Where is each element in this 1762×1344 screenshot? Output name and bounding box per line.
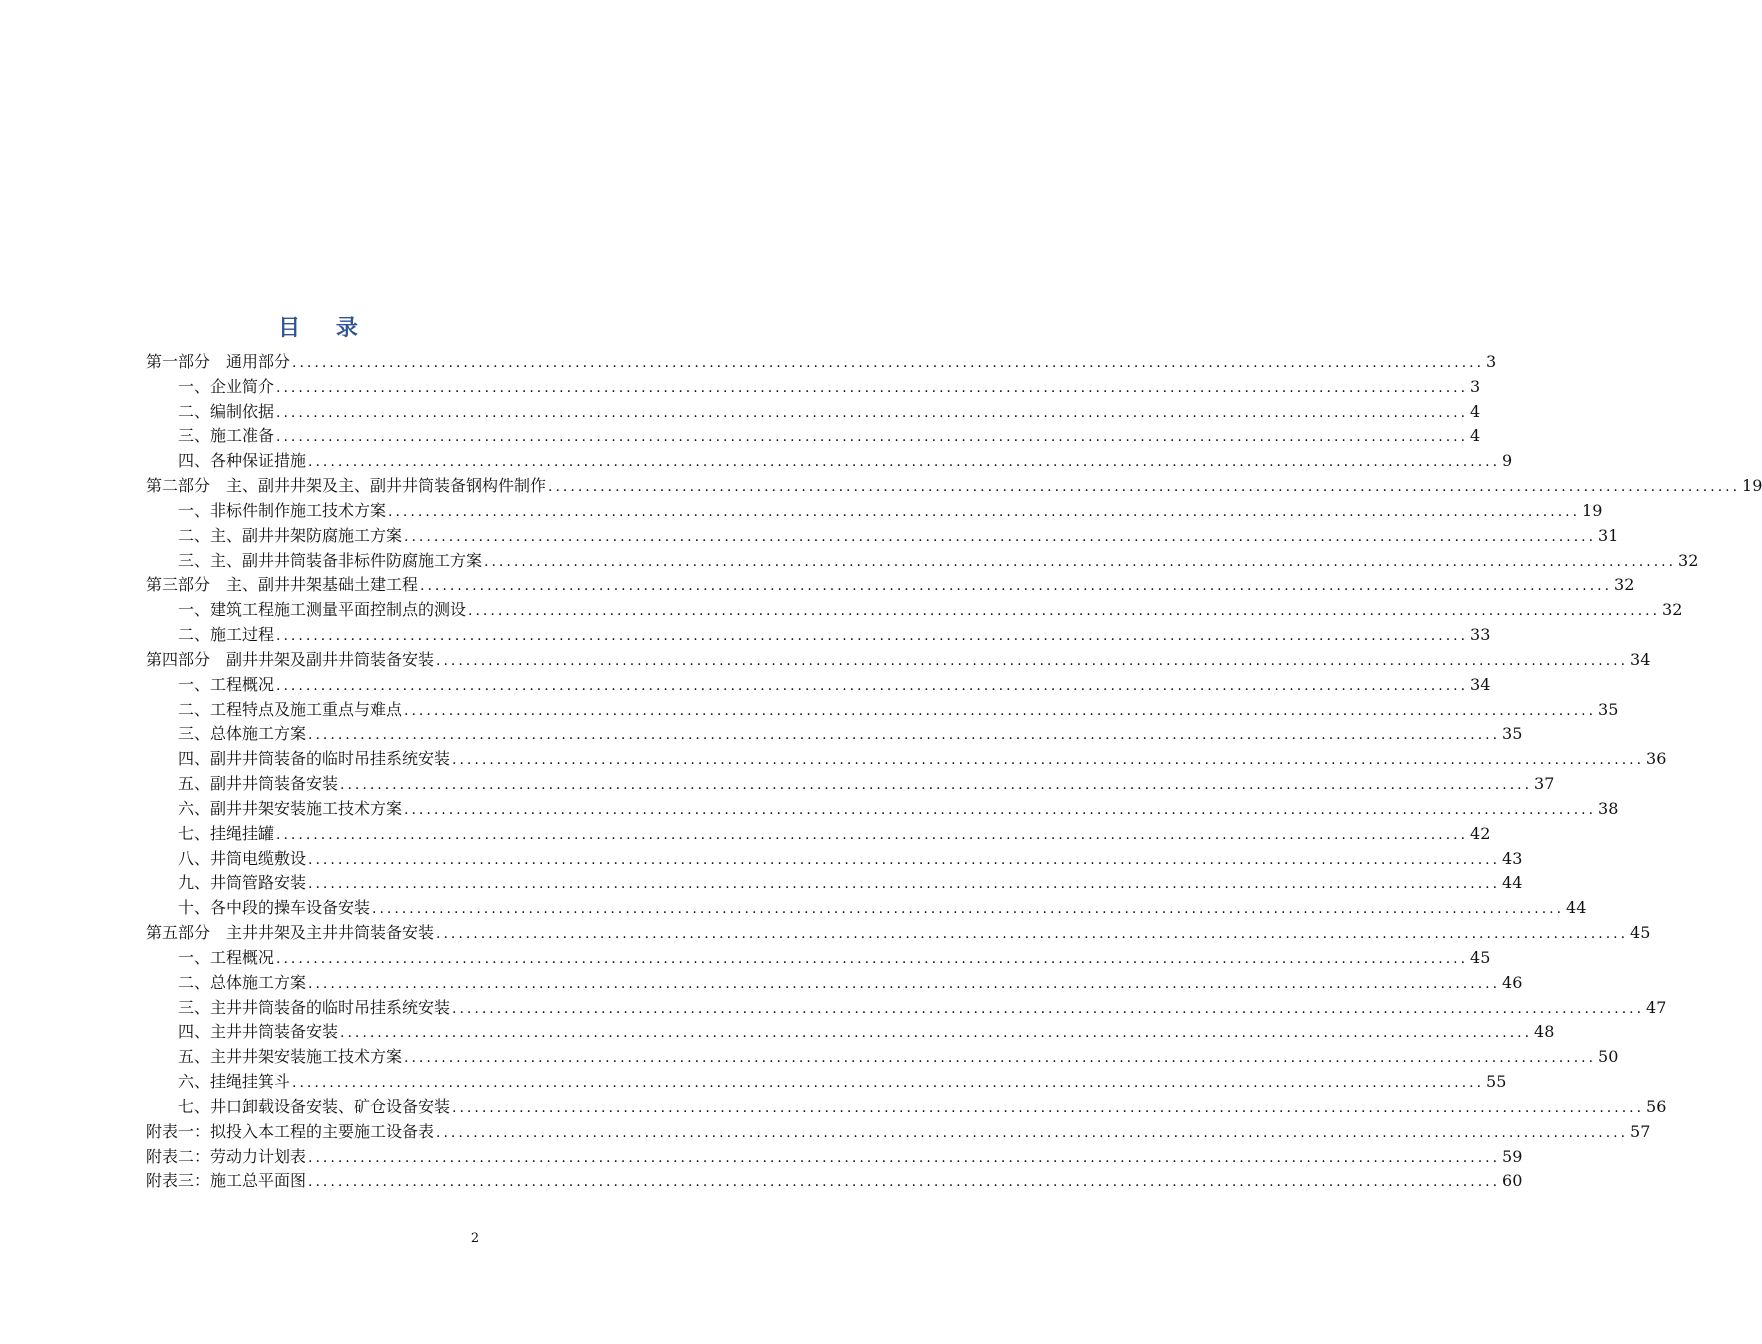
- toc-dot-leader: ................................................................................................................................................................: [276, 950, 1469, 967]
- toc-entry-label: 八、井筒电缆敷设: [178, 848, 307, 868]
- toc-entry[interactable]: [146, 946, 1491, 971]
- toc-entry[interactable]: [146, 1145, 1523, 1170]
- toc-dot-leader: ................................................................................................................................................................: [548, 479, 1741, 496]
- toc-entry[interactable]: [146, 375, 1481, 400]
- toc-entry-label: 七、井口卸载设备安装、矿仓设备安装: [178, 1096, 451, 1116]
- toc-dot-leader: ................................................................................................................................................................: [340, 777, 1533, 794]
- toc-dot-leader: ................................................................................................................................................................: [388, 503, 1581, 520]
- toc-dot-leader: ................................................................................................................................................................: [308, 975, 1501, 992]
- toc-dot-leader: ................................................................................................................................................................: [452, 1099, 1645, 1116]
- toc-entry[interactable]: [146, 822, 1491, 847]
- toc-dot-leader: ................................................................................................................................................................: [468, 603, 1661, 620]
- toc-entry-label: 附表三：施工总平面图: [146, 1171, 307, 1191]
- toc-entry-page: 55: [1486, 1072, 1507, 1092]
- toc-dot-leader: ................................................................................................................................................................: [308, 851, 1501, 868]
- toc-entry[interactable]: [146, 623, 1491, 648]
- toc-entry-label: 第五部分 主井井架及主井井筒装备安装: [146, 923, 435, 943]
- toc-entry-page: 9: [1502, 451, 1513, 471]
- toc-entry[interactable]: [146, 1169, 1523, 1194]
- toc-entry[interactable]: [146, 847, 1523, 872]
- toc-entry-label: 四、各种保证措施: [178, 451, 307, 471]
- toc-dot-leader: ................................................................................................................................................................: [372, 901, 1565, 918]
- toc-entry-label: 五、副井井筒装备安装: [178, 774, 339, 794]
- toc-entry-page: 4: [1470, 401, 1481, 421]
- toc-dot-leader: ................................................................................................................................................................: [292, 1075, 1485, 1092]
- toc-dot-leader: ................................................................................................................................................................: [404, 528, 1597, 545]
- toc-entry[interactable]: [146, 1120, 1651, 1145]
- toc-entry-page: 60: [1502, 1171, 1523, 1191]
- toc-entry[interactable]: [146, 1095, 1667, 1120]
- toc-entry-label: 一、工程概况: [178, 947, 275, 967]
- toc-entry-label: 第四部分 副井井架及副井井筒装备安装: [146, 649, 435, 669]
- toc-list: [146, 350, 1762, 1194]
- toc-entry-page: 4: [1470, 426, 1481, 446]
- toc-title: 目 录: [278, 315, 372, 341]
- toc-entry-label: 一、企业简介: [178, 376, 275, 396]
- toc-entry-label: 四、副井井筒装备的临时吊挂系统安装: [178, 749, 451, 769]
- toc-dot-leader: ................................................................................................................................................................: [308, 1149, 1501, 1166]
- toc-entry-page: 31: [1598, 525, 1619, 545]
- toc-dot-leader: ................................................................................................................................................................: [404, 801, 1597, 818]
- toc-entry[interactable]: [146, 996, 1667, 1021]
- toc-dot-leader: ................................................................................................................................................................: [276, 826, 1469, 843]
- toc-entry-label: 附表一：拟投入本工程的主要施工设备表: [146, 1121, 435, 1141]
- toc-entry-label: 六、副井井架安装施工技术方案: [178, 798, 403, 818]
- toc-entry[interactable]: [146, 921, 1651, 946]
- toc-entry-page: 56: [1646, 1096, 1667, 1116]
- toc-dot-leader: ................................................................................................................................................................: [308, 454, 1501, 471]
- toc-dot-leader: ................................................................................................................................................................: [404, 1050, 1597, 1067]
- toc-entry-page: 32: [1614, 575, 1635, 595]
- page-number: 2: [470, 1231, 480, 1246]
- toc-entry-page: 45: [1470, 947, 1491, 967]
- toc-entry[interactable]: [146, 722, 1523, 747]
- toc-entry[interactable]: [146, 698, 1619, 723]
- toc-entry-label: 一、工程概况: [178, 674, 275, 694]
- toc-entry-label: 二、主、副井井架防腐施工方案: [178, 525, 403, 545]
- toc-entry-label: 一、非标件制作施工技术方案: [178, 500, 387, 520]
- toc-dot-leader: ................................................................................................................................................................: [452, 752, 1645, 769]
- toc-entry[interactable]: [146, 747, 1667, 772]
- toc-entry-page: 43: [1502, 848, 1523, 868]
- toc-entry[interactable]: [146, 350, 1497, 375]
- toc-dot-leader: ................................................................................................................................................................: [404, 702, 1597, 719]
- toc-entry-page: 33: [1470, 625, 1491, 645]
- toc-entry-label: 第二部分 主、副井井架及主、副井井筒装备钢构件制作: [146, 476, 547, 496]
- toc-dot-leader: ................................................................................................................................................................: [276, 677, 1469, 694]
- toc-entry-page: 48: [1534, 1022, 1555, 1042]
- toc-entry-label: 第一部分 通用部分: [146, 352, 291, 371]
- toc-entry-page: 37: [1534, 774, 1555, 794]
- toc-entry-label: 十、各中段的操车设备安装: [178, 898, 371, 918]
- toc-entry-page: 42: [1470, 823, 1491, 843]
- toc-dot-leader: ................................................................................................................................................................: [436, 926, 1629, 943]
- toc-dot-leader: ................................................................................................................................................................: [308, 876, 1501, 893]
- toc-entry-label: 二、总体施工方案: [178, 972, 307, 992]
- toc-entry[interactable]: [146, 1070, 1507, 1095]
- toc-entry-page: 44: [1502, 873, 1523, 893]
- toc-entry-page: 32: [1662, 600, 1683, 620]
- toc-entry-page: 47: [1646, 997, 1667, 1017]
- toc-dot-leader: ................................................................................................................................................................: [276, 429, 1469, 446]
- toc-entry[interactable]: [146, 772, 1555, 797]
- toc-entry-page: 59: [1502, 1146, 1523, 1166]
- toc-entry-label: 五、主井井架安装施工技术方案: [178, 1047, 403, 1067]
- toc-entry-label: 二、编制依据: [178, 401, 275, 421]
- toc-dot-leader: ................................................................................................................................................................: [276, 628, 1469, 645]
- toc-entry[interactable]: [146, 474, 1762, 499]
- toc-entry-page: 3: [1470, 376, 1481, 396]
- toc-entry[interactable]: [146, 797, 1619, 822]
- toc-entry-page: 35: [1598, 699, 1619, 719]
- toc-entry-page: 38: [1598, 798, 1619, 818]
- toc-dot-leader: ................................................................................................................................................................: [484, 553, 1677, 570]
- toc-entry-page: 57: [1630, 1121, 1651, 1141]
- toc-dot-leader: ................................................................................................................................................................: [308, 1174, 1501, 1191]
- toc-entry[interactable]: [146, 549, 1699, 574]
- toc-entry-label: 一、建筑工程施工测量平面控制点的测设: [178, 600, 467, 620]
- toc-entry-page: 36: [1646, 749, 1667, 769]
- toc-entry-label: 三、主井井筒装备的临时吊挂系统安装: [178, 997, 451, 1017]
- toc-entry-label: 三、施工准备: [178, 426, 275, 446]
- toc-entry-page: 3: [1486, 352, 1497, 371]
- toc-entry-label: 三、主、副井井筒装备非标件防腐施工方案: [178, 550, 483, 570]
- toc-entry[interactable]: [146, 424, 1481, 449]
- toc-entry[interactable]: [146, 1020, 1555, 1045]
- toc-entry[interactable]: [146, 896, 1587, 921]
- toc-entry-page: 19: [1742, 476, 1762, 496]
- toc-entry[interactable]: [146, 648, 1651, 673]
- toc-entry[interactable]: [146, 573, 1635, 598]
- toc-entry-page: 35: [1502, 724, 1523, 744]
- toc-entry[interactable]: [146, 449, 1513, 474]
- toc-entry[interactable]: [146, 871, 1523, 896]
- toc-dot-leader: ................................................................................................................................................................: [292, 355, 1485, 371]
- toc-entry-page: 46: [1502, 972, 1523, 992]
- toc-dot-leader: ................................................................................................................................................................: [308, 727, 1501, 744]
- toc-dot-leader: ................................................................................................................................................................: [436, 652, 1629, 669]
- toc-entry-label: 附表二：劳动力计划表: [146, 1146, 307, 1166]
- toc-dot-leader: ................................................................................................................................................................: [420, 578, 1613, 595]
- toc-entry-label: 六、挂绳挂箕斗: [178, 1072, 291, 1092]
- toc-entry-page: 32: [1678, 550, 1699, 570]
- toc-entry[interactable]: [146, 598, 1683, 623]
- toc-entry-page: 34: [1470, 674, 1491, 694]
- toc-entry[interactable]: [146, 400, 1481, 425]
- toc-entry-page: 19: [1582, 500, 1603, 520]
- toc-entry-label: 九、井筒管路安装: [178, 873, 307, 893]
- toc-entry[interactable]: [146, 499, 1603, 524]
- toc-entry-label: 七、挂绳挂罐: [178, 823, 275, 843]
- toc-entry[interactable]: [146, 524, 1619, 549]
- toc-entry-page: 50: [1598, 1047, 1619, 1067]
- toc-dot-leader: ................................................................................................................................................................: [276, 379, 1469, 396]
- toc-dot-leader: ................................................................................................................................................................: [276, 404, 1469, 421]
- toc-dot-leader: ................................................................................................................................................................: [340, 1025, 1533, 1042]
- toc-entry[interactable]: [146, 971, 1523, 996]
- toc-entry-label: 三、总体施工方案: [178, 724, 307, 744]
- toc-entry-label: 第三部分 主、副井井架基础土建工程: [146, 575, 419, 595]
- toc-entry[interactable]: [146, 673, 1491, 698]
- toc-entry-page: 44: [1566, 898, 1587, 918]
- toc-entry-page: 34: [1630, 649, 1651, 669]
- toc-entry[interactable]: [146, 1045, 1619, 1070]
- toc-entry-label: 二、工程特点及施工重点与难点: [178, 699, 403, 719]
- toc-entry-label: 二、施工过程: [178, 625, 275, 645]
- toc-dot-leader: ................................................................................................................................................................: [452, 1000, 1645, 1017]
- toc-entry-page: 45: [1630, 923, 1651, 943]
- toc-entry-label: 四、主井井筒装备安装: [178, 1022, 339, 1042]
- toc-dot-leader: ................................................................................................................................................................: [436, 1124, 1629, 1141]
